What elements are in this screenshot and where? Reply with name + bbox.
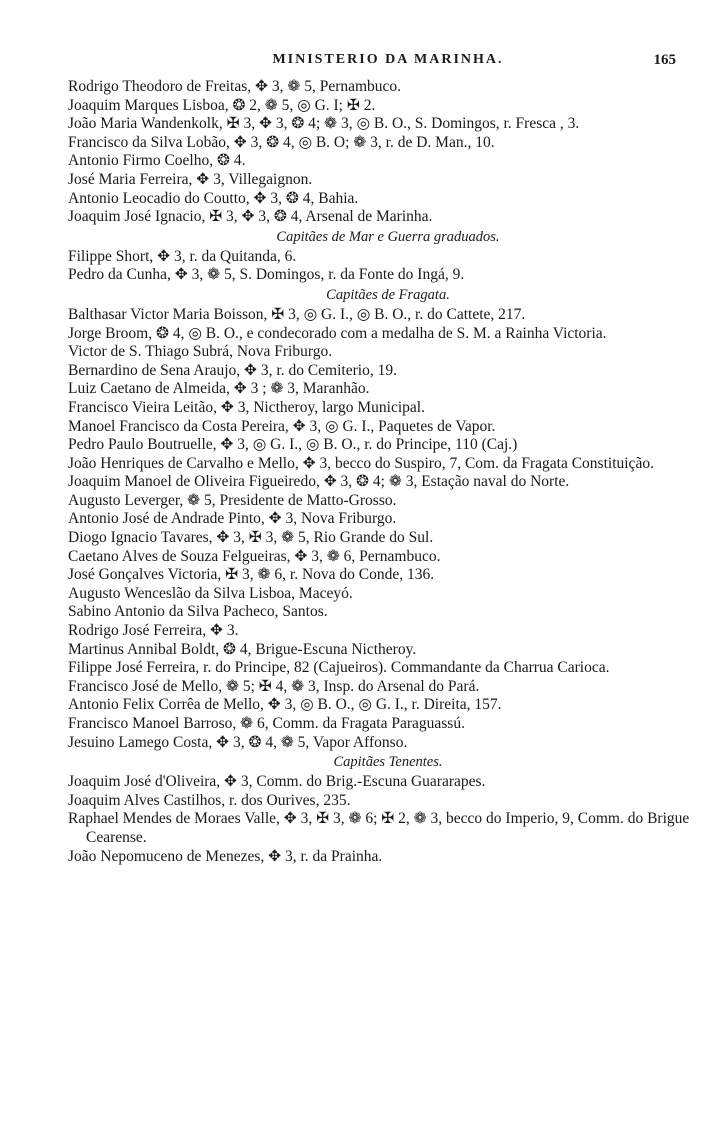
officer-entry: Francisco da Silva Lobão, ✥ 3, ❂ 4, ◎ B. O; ❁ 3, r. de D. Man., 10. <box>68 133 495 151</box>
officer-entry: Manoel Francisco da Costa Pereira, ✥ 3, ◎ G. I., Paquetes de Vapor. <box>68 417 496 435</box>
officer-entry: Augusto Wenceslão da Silva Lisboa, Maceyó. <box>68 584 353 602</box>
section-heading: Capitães Tenentes. <box>333 754 443 771</box>
officer-entry: Sabino Antonio da Silva Pacheco, Santos. <box>68 603 328 621</box>
officer-entry: Filippe Short, ✥ 3, r. da Quitanda, 6. <box>68 247 297 265</box>
officer-entry: Joaquim Manoel de Oliveira Figueiredo, ✥ 3, ❂ 4; ❁ 3, Estação naval do Norte. <box>68 473 570 491</box>
section-heading: Capitães de Mar e Guerra graduados. <box>276 228 500 245</box>
officer-entry: Francisco José de Mello, ❁ 5; ✠ 4, ❁ 3, Insp. do Arsenal do Pará. <box>68 677 480 695</box>
officer-entry: Rodrigo Theodoro de Freitas, ✥ 3, ❁ 5, Pernambuco. <box>68 78 402 95</box>
officer-entry: João Henriques de Carvalho e Mello, ✥ 3, becco do Suspiro, 7, Com. da Fragata Constituição. <box>68 454 654 472</box>
page-number: 165 <box>653 52 676 68</box>
officer-entry: Raphael Mendes de Moraes Valle, ✥ 3, ✠ 3, ❁ 6; ✠ 2, ❁ 3, becco do Imperio, 9, Comm. do Brigue Cearense. <box>68 810 690 846</box>
officer-entry: Pedro Paulo Boutruelle, ✥ 3, ◎ G. I., ◎ B. O., r. do Principe, 110 (Caj.) <box>68 436 518 454</box>
section-heading: Capitães de Fragata. <box>326 286 450 303</box>
officer-entry: Joaquim José d'Oliveira, ✥ 3, Comm. do Brig.-Escuna Guararapes. <box>68 773 486 791</box>
officer-entry: Luiz Caetano de Almeida, ✥ 3 ; ❁ 3, Maranhão. <box>68 380 370 398</box>
officer-entry: João Maria Wandenkolk, ✠ 3, ✥ 3, ❂ 4; ❁ 3, ◎ B. O., S. Domingos, r. Fresca , 3. <box>68 115 580 133</box>
page-header <box>68 52 704 78</box>
officer-entry: Pedro da Cunha, ✥ 3, ❁ 5, S. Domingos, r. da Fonte do Ingá, 9. <box>68 266 465 284</box>
document-page <box>68 52 704 866</box>
officer-entry: Balthasar Victor Maria Boisson, ✠ 3, ◎ G. I., ◎ B. O., r. do Cattete, 217. <box>68 305 526 323</box>
officer-entry: Francisco Vieira Leitão, ✥ 3, Nictheroy, largo Municipal. <box>68 398 425 416</box>
running-title: MINISTERIO DA MARINHA. <box>272 52 504 67</box>
officer-entry: José Maria Ferreira, ✥ 3, Villegaignon. <box>68 170 313 188</box>
officer-entry: Joaquim José Ignacio, ✠ 3, ✥ 3, ❂ 4, Arsenal de Marinha. <box>68 208 433 226</box>
officer-entry: Diogo Ignacio Tavares, ✥ 3, ✠ 3, ❁ 5, Rio Grande do Sul. <box>68 529 434 547</box>
officer-entry: Caetano Alves de Souza Felgueiras, ✥ 3, ❁ 6, Pernambuco. <box>68 547 441 565</box>
officer-entry: Augusto Leverger, ❁ 5, Presidente de Matto-Grosso. <box>68 491 397 509</box>
officer-entry: Filippe José Ferreira, r. do Principe, 82 (Cajueiros). Commandante da Charrua Carioca. <box>68 659 610 677</box>
officer-entry: Jesuino Lamego Costa, ✥ 3, ❂ 4, ❁ 5, Vapor Affonso. <box>68 733 408 751</box>
officer-entry: Martinus Annibal Boldt, ❂ 4, Brigue-Escuna Nictheroy. <box>68 640 417 658</box>
officer-entry: João Nepomuceno de Menezes, ✥ 3, r. da Prainha. <box>68 847 383 865</box>
officer-entry: Antonio Felix Corrêa de Mello, ✥ 3, ◎ B. O., ◎ G. I., r. Direita, 157. <box>68 696 502 714</box>
officer-entry: Antonio Firmo Coelho, ❂ 4. <box>68 152 246 170</box>
entries-list <box>68 78 704 866</box>
officer-entry: Victor de S. Thiago Subrá, Nova Friburgo. <box>68 343 333 361</box>
officer-entry: Jorge Broom, ❂ 4, ◎ B. O., e condecorado com a medalha de S. M. a Rainha Victoria. <box>68 324 607 342</box>
officer-entry: Antonio José de Andrade Pinto, ✥ 3, Nova Friburgo. <box>68 510 397 528</box>
officer-entry: Rodrigo José Ferreira, ✥ 3. <box>68 622 239 640</box>
officer-entry: Francisco Manoel Barroso, ❁ 6, Comm. da Fragata Paraguassú. <box>68 715 465 732</box>
officer-entry: José Gonçalves Victoria, ✠ 3, ❁ 6, r. Nova do Conde, 136. <box>68 566 435 584</box>
officer-entry: Joaquim Alves Castilhos, r. dos Ourives, 235. <box>68 791 351 809</box>
officer-entry: Joaquim Marques Lisboa, ❂ 2, ❁ 5, ◎ G. I; ✠ 2. <box>68 96 376 114</box>
officer-entry: Antonio Leocadio do Coutto, ✥ 3, ❂ 4, Bahia. <box>68 189 359 207</box>
officer-entry: Bernardino de Sena Araujo, ✥ 3, r. do Cemiterio, 19. <box>68 361 397 379</box>
